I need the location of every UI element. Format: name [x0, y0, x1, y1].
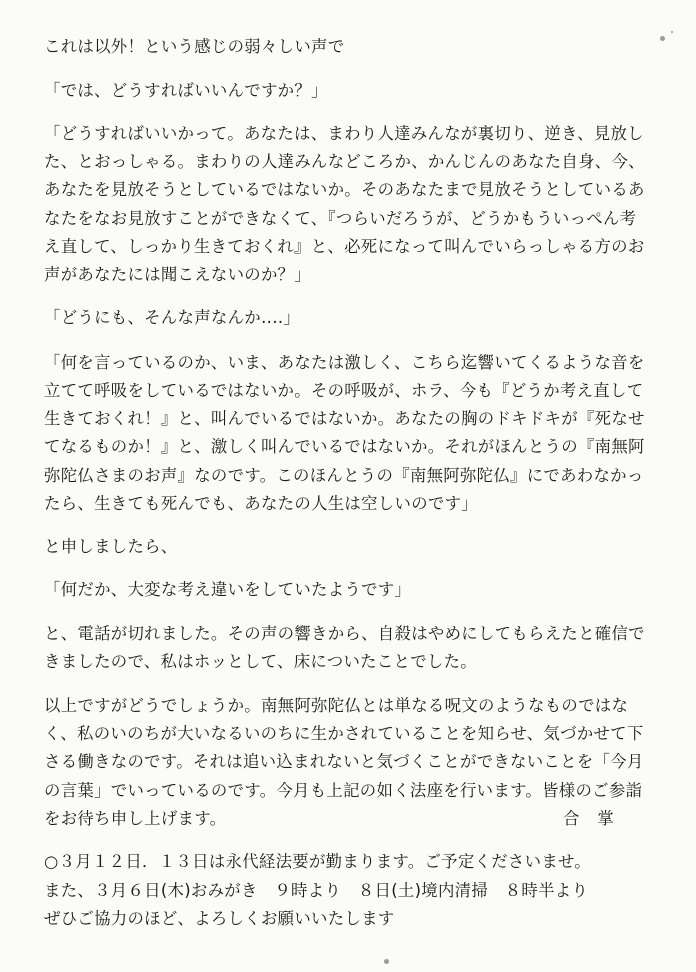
notice-line: また、３月６日(木)おみがき ９時より ８日(土)境内清掃 ８時半より — [44, 881, 589, 900]
text-line: く、私のいのちが大いなるいのちに生かされていることを知らせ、気づかせて下 — [44, 724, 644, 743]
text-line: さる働きなのです。それは追い込まれないと気づくことができないことを「今月 — [44, 752, 644, 771]
text-line: なたをなお見放すことができなくて、『つらいだろうが、どうかもういっぺん考 — [44, 209, 637, 228]
notice-line: ○３月１２日．１３日は永代経法要が勤まります。ご予定くださいませ。 — [44, 852, 591, 871]
text-line: 「どうにも、そんな声なんか‥‥」 — [44, 308, 301, 327]
scan-speck — [660, 36, 665, 41]
text-line: 以上ですがどうでしょうか。南無阿弥陀仏とは単なる呪文のようなものではな — [44, 696, 629, 715]
text-line: きましたので、私はホッとして、床についたことでした。 — [44, 652, 477, 671]
text-line: 生きておくれ！』と、叫んでいるではないか。あなたの胸のドキドキが『死なせ — [44, 409, 645, 428]
text-line: 弥陀仏さまのお声』なのです。このほんとうの『南無阿弥陀仏』にであわなかっ — [44, 466, 644, 485]
text-line: え直して、しっかり生きておくれ』と、必死になって叫んでいらっしゃる方のお — [44, 237, 645, 256]
text-line: た、とおっしゃる。まわりの人達みんなどころか、かんじんのあなた自身、今、 — [44, 152, 645, 171]
text-line: てなるものか！』と、激しく叫んでいるではないか。それがほんとうの『南無阿 — [44, 437, 645, 456]
text-line: 「では、どうすればいいんですか？」 — [44, 81, 328, 100]
text-line: と、電話が切れました。その声の響きから、自殺はやめにしてもらえたと確信で — [44, 624, 645, 643]
text-line: あなたを見放そうとしているではないか。そのあなたまで見放そうとしているあ — [44, 180, 645, 199]
text-line: の言葉」でいっているのです。今月も上記の如く法座を行います。皆様のご参詣 — [44, 781, 643, 800]
text-line: をお待ち申し上げます。 — [44, 809, 227, 828]
text-line: 「何だか、大変な考え違いをしていたようです」 — [44, 580, 412, 599]
text-line: 立てて呼吸をしているではないか。その呼吸が、ホラ、今も『どうか考え直して — [44, 381, 644, 400]
text-line: 声があなたには聞こえないのか？」 — [44, 265, 312, 284]
notice-line: ぜひご協力のほど、よろしくお願いいたします — [44, 909, 395, 928]
scan-speck — [671, 31, 673, 33]
text-line: これは以外！という感じの弱々しい声で — [44, 37, 345, 56]
closing-gassho: 合掌 — [563, 809, 632, 828]
text-line: と申しましたら、 — [44, 537, 178, 556]
text-line: たら、生きても死んでも、あなたの人生は空しいのです」 — [44, 494, 478, 513]
scan-speck — [384, 959, 389, 964]
text-line: 「何を言っているのか、いま、あなたは激しく、こちら迄響いてくるような音を — [44, 353, 645, 372]
text-line: 「どうすればいいかって。あなたは、まわり人達みんなが裏切り、逆き、見放し — [44, 124, 644, 143]
